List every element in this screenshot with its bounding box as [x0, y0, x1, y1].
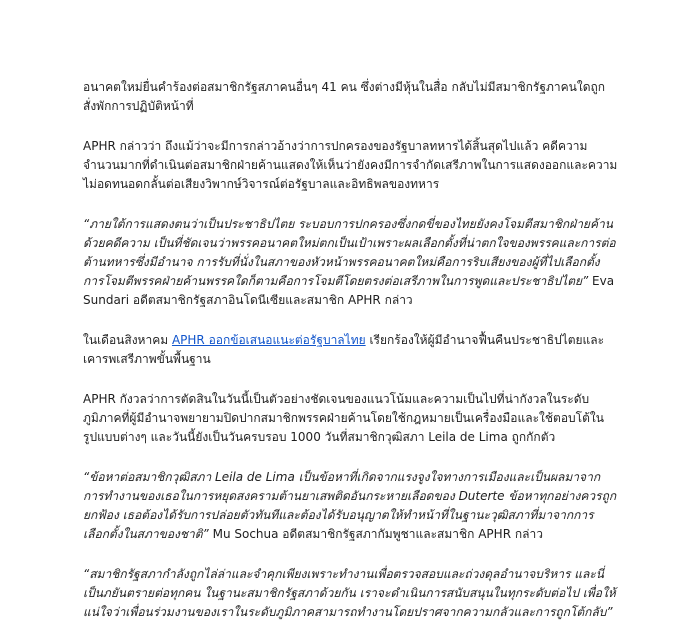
paragraph-aphr-statement: APHR กล่าวว่า ถึงแม้ว่าจะมีการกล่าวอ้างว่าการปกครองของรัฐบาลทหารได้สิ้นสุดไปแล้ว คดีความจำนวนมากที่ดำเนินต่อสมาชิกฝ่ายค้านแสดงให้เห็นว่ายังคงมีการจำกัดเสรีภาพในการแสดงออกและความไม่อดทนอดกลั้นต่อเสียงวิพากษ์วิจารณ์ต่อรัฐบาลและอิทธิพลของทหาร — [83, 139, 618, 191]
attribution-eva-sundari: Eva Sundari อดีตสมาชิกรัฐสภาอินโดนีเซียและสมาชิก APHR กล่าว — [83, 274, 615, 307]
paragraph-august-recommendations — [83, 331, 618, 369]
document-body — [83, 78, 618, 643]
august-text-after: เรียกร้องให้ผู้มีอำนาจฟื้นคืนประชาธิปไตยและเคารพเสรีภาพขั้นพื้นฐาน — [83, 333, 605, 366]
attribution-mu-sochua: Mu Sochua อดีตสมาชิกรัฐสภากัมพูชาและสมาชิก APHR กล่าว — [208, 527, 543, 541]
paragraph-final-quote — [83, 565, 618, 622]
aphr-recommendations-link[interactable]: APHR ออกข้อเสนอแนะต่อรัฐบาลไทย — [171, 333, 366, 347]
august-text-before: ในเดือนสิงหาคม — [83, 333, 172, 347]
paragraph-eva-sundari-quote — [83, 215, 618, 310]
paragraph-mu-sochua-quote — [83, 468, 618, 544]
quote-eva-sundari: “ภายใต้การแสดงตนว่าเป็นประชาธิปไตย ระบอบการปกครองซึ่งกดขี่ของไทยยังคงโจมตีสมาชิกฝ่ายค้านด้วยคดีความ เป็นที่ชัดเจนว่าพรรคอนาคตใหม่ตกเป็นเป้าเพราะผลเลือกตั้งที่น่าตกใจของพรรคและการต่อต้านทหารซึ่งมีอำนาจ การรับที่นั่งในสภาของหัวหน้าพรรคอนาคตใหม่คือการริบเสียงของผู้ที่ไปเลือกตั้ง การโจมตีพรรคฝ่ายค้านพรรคใดก็ตามคือการโจมตีโดยตรงต่อเสรีภาพในการพูดและประชาธิปไตย” — [83, 217, 616, 288]
quote-parliamentarians: “สมาชิกรัฐสภากำลังถูกไล่ล่าและจำคุกเพียงเพราะทำงานเพื่อตรวจสอบและถ่วงดุลอำนาจบริหาร และนี่เป็นภยันตรายต่อทุกคน ในฐานะสมาชิกรัฐสภาด้วยกัน เราจะดำเนินการสนับสนุนในทุกระดับต่อไป เพื่อให้แน่ใจว่าเพื่อนร่วมงานของเราในระดับภูมิภาคสามารถทำงานโดยปราศจากความกลัวและการถูกโต้กลับ” — [83, 567, 616, 619]
paragraph-regional-trend: APHR กังวลว่าการตัดสินในวันนี้เป็นตัวอย่างชัดเจนของแนวโน้มและความเป็นไปที่น่ากังวลในระดับภูมิภาคที่ผู้มีอำนาจพยายามปิดปากสมาชิกพรรคฝ่ายค้านโดยใช้กฎหมายเป็นเครื่องมือและใช้ตอบโต้ในรูปแบบต่างๆ และวันนี้ยังเป็นวันครบรอบ 1000 วันที่สมาชิกวุฒิสภา Leila de Lima ถูกกักตัว — [83, 392, 604, 444]
paragraph-media-shares: อนาคตใหม่ยื่นคำร้องต่อสมาชิกรัฐสภาคนอื่นๆ 41 คน ซึ่งต่างมีหุ้นในสื่อ กลับไม่มีสมาชิกรัฐภาคนใดถูกสั่งพักการปฏิบัติหน้าที่ — [83, 80, 606, 113]
quote-leila-de-lima: “ข้อหาต่อสมาชิกวุฒิสภา Leila de Lima เป็นข้อหาที่เกิดจากแรงจูงใจทางการเมืองและเป็นผลมาจากการทำงานของเธอในการหยุดสงครามต้านยาเสพติดอันกระหายเลือดของ Duterte ข้อหาทุกอย่างควรถูกยกฟ้อง เธอต้องได้รับการปล่อยตัวทันทีและต้องได้รับอนุญาตให้ทำหน้าที่ในฐานะวุฒิสภาที่มาจากการเลือกตั้งในสภาของชาติ” — [83, 470, 617, 541]
